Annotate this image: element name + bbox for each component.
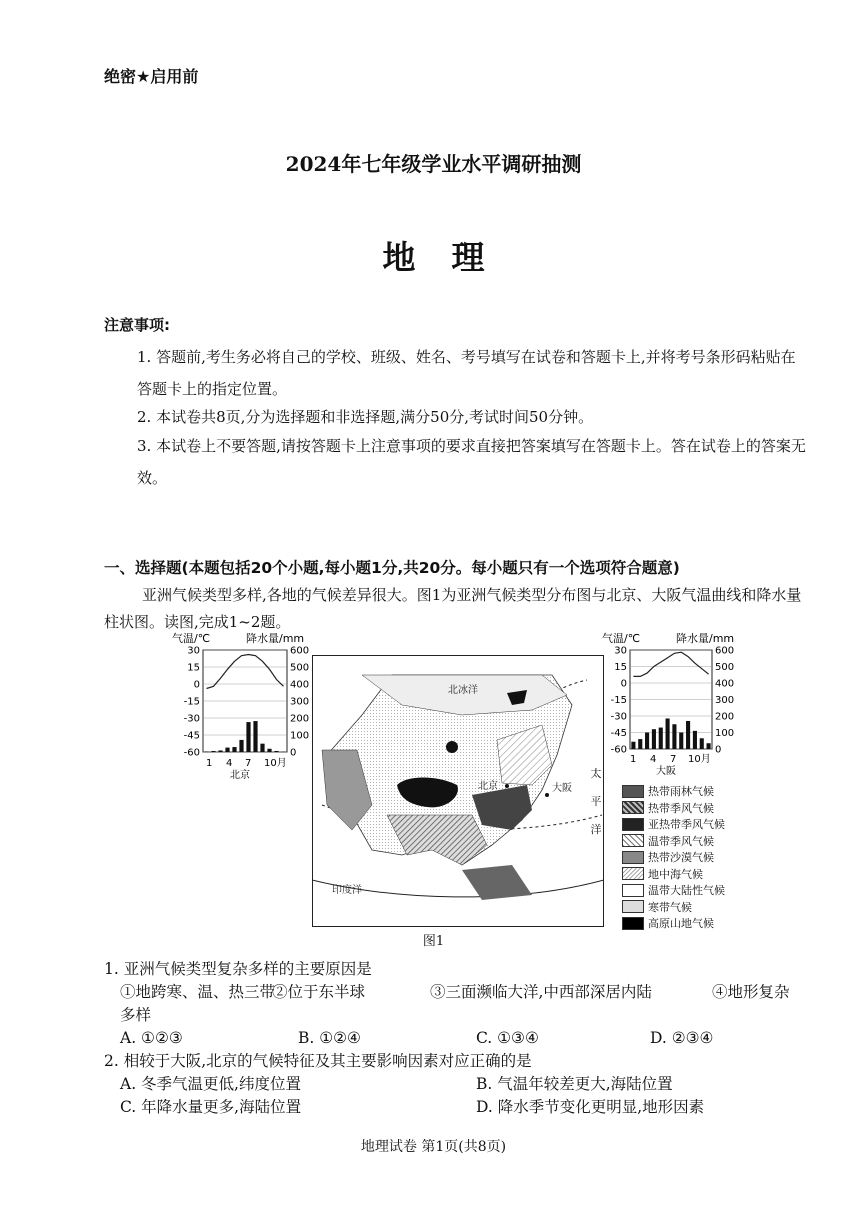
legend-swatch: [622, 801, 644, 814]
legend-item: [622, 899, 725, 916]
precip-bar: [232, 747, 236, 752]
notes-heading: 注意事项:: [104, 316, 170, 334]
month-tick: 1: [206, 758, 213, 769]
temp-tick: -45: [610, 728, 627, 739]
precip-tick: 200: [715, 711, 735, 723]
legend-item: [622, 783, 725, 800]
temp-tick: -45: [183, 730, 200, 742]
precip-bar: [659, 728, 663, 749]
osaka-climate-chart: [600, 628, 770, 778]
temp-tick: -30: [183, 713, 200, 725]
precip-tick: 100: [715, 728, 735, 739]
city-label: 北京: [230, 770, 250, 781]
precip-bar: [260, 744, 264, 752]
temp-tick: 15: [187, 662, 200, 674]
legend-label: 热带沙漠气候: [648, 851, 714, 865]
map-label-indian: 印度洋: [332, 885, 362, 896]
month-tick: 10月: [264, 758, 287, 769]
temp-axis-label: 气温/℃: [602, 632, 641, 645]
precip-tick: 500: [290, 662, 310, 674]
precip-bar: [274, 751, 278, 752]
temp-axis-label: 气温/℃: [172, 632, 211, 645]
temp-tick: -60: [183, 747, 200, 759]
statement-wrap: 多样: [120, 1006, 152, 1024]
legend-label: 地中海气候: [648, 867, 703, 881]
month-tick: 7: [245, 758, 252, 769]
temp-tick: 30: [614, 645, 627, 657]
precip-bar: [700, 738, 704, 749]
note-item: 1. 答题前,考生务必将自己的学校、班级、姓名、考号填写在试卷和答题卡上,并将考号条形码粘贴在答题卡上的指定位置。: [137, 348, 796, 398]
month-tick: 7: [670, 754, 677, 765]
month-tick: 4: [226, 758, 233, 769]
option-c[interactable]: C. 年降水量更多,海陆位置: [120, 1098, 302, 1116]
precip-bar: [631, 742, 635, 749]
statement: ④地形复杂: [712, 983, 790, 1001]
temp-tick: -15: [610, 695, 627, 706]
precip-bar: [267, 749, 271, 752]
page-footer: 地理试卷 第1页(共8页): [360, 1139, 507, 1155]
asia-climate-map: [312, 655, 604, 927]
precip-tick: 0: [290, 747, 297, 759]
month-tick: 10月: [688, 754, 711, 765]
temp-tick: 30: [187, 645, 200, 657]
option-d[interactable]: D. 降水季节变化更明显,地形因素: [476, 1098, 705, 1116]
legend-label: 热带雨林气候: [648, 785, 714, 799]
beijing-climate-chart: [168, 628, 318, 783]
option-b[interactable]: B. 气温年较差更大,海陆位置: [476, 1075, 673, 1093]
legend-item: [622, 866, 725, 883]
legend-swatch: [622, 917, 644, 930]
beijing-marker: [505, 784, 509, 788]
legend-item: [622, 816, 725, 833]
precip-tick: 600: [290, 645, 310, 657]
temp-tick: 0: [620, 678, 627, 690]
statement: ①地跨寒、温、热三带: [120, 983, 276, 1001]
precip-bar: [253, 721, 257, 752]
question-1-stem: 1. 亚洲气候类型复杂多样的主要原因是: [104, 960, 372, 978]
precip-tick: 200: [290, 713, 310, 725]
precip-bar: [204, 751, 208, 752]
precip-bar: [239, 740, 243, 752]
temperature-curve: [633, 652, 708, 676]
confidential-mark: 绝密★启用前: [104, 67, 199, 86]
option-a[interactable]: A. 冬季气温更低,纬度位置: [120, 1075, 301, 1093]
month-tick: 1: [630, 754, 637, 765]
option-d[interactable]: D. ②③④: [650, 1029, 714, 1047]
legend-label: 寒带气候: [648, 900, 692, 914]
precip-bar: [666, 718, 670, 749]
statement: ③三面濒临大洋,中西部深居内陆: [430, 983, 652, 1001]
legend-item: [622, 833, 725, 850]
intro-paragraph: 亚洲气候类型多样,各地的气候差异很大。图1为亚洲气候类型分布图与北京、大阪气温曲线和降水量柱状图。读图,完成1~2题。: [104, 586, 802, 631]
legend-swatch: [622, 785, 644, 798]
map-label-pacific: 太 平 洋: [590, 767, 602, 836]
exam-title: 2024年七年级学业水平调研抽测: [285, 152, 582, 176]
temp-tick: -15: [183, 696, 200, 708]
precip-tick: 500: [715, 662, 735, 673]
precip-axis-label: 降水量/mm: [246, 632, 305, 645]
precip-bar: [679, 733, 683, 750]
section-heading: 一、选择题(本题包括20个小题,每小题1分,共20分。每小题只有一个选项符合题意): [104, 559, 680, 577]
legend-item: [622, 849, 725, 866]
precip-axis-label: 降水量/mm: [676, 632, 735, 645]
temperature-curve: [207, 655, 284, 689]
question-2-stem: 2. 相较于大阪,北京的气候特征及其主要影响因素对应正确的是: [104, 1052, 532, 1070]
precip-bar: [693, 731, 697, 749]
precip-bar: [672, 724, 676, 749]
legend-label: 高原山地气候: [648, 917, 714, 931]
temp-tick: -30: [610, 711, 627, 723]
map-label-osaka: 大阪: [552, 783, 572, 794]
precip-bar: [225, 748, 229, 752]
temp-tick: 0: [193, 679, 200, 691]
legend-swatch: [622, 818, 644, 831]
note-item: 3. 本试卷上不要答题,请按答题卡上注意事项的要求直接把答案填写在答题卡上。答在试卷上的答案无效。: [137, 437, 806, 487]
precip-bar: [652, 729, 656, 749]
option-c[interactable]: C. ①③④: [476, 1029, 539, 1047]
subject-title: 地理: [382, 238, 521, 277]
precip-bar: [645, 733, 649, 750]
precip-bar: [707, 743, 711, 749]
legend-item: [622, 800, 725, 817]
osaka-marker: [545, 793, 549, 797]
precip-tick: 300: [290, 696, 310, 708]
legend-label: 热带季风气候: [648, 801, 714, 815]
map-legend: [622, 783, 725, 932]
precip-tick: 0: [715, 744, 722, 756]
legend-swatch: [622, 851, 644, 864]
legend-swatch: [622, 867, 644, 880]
legend-swatch: [622, 834, 644, 847]
map-label-arctic: 北冰洋: [448, 685, 478, 696]
legend-label: 温带季风气候: [648, 834, 714, 848]
city-label: 大阪: [656, 766, 676, 777]
statement: ②位于东半球: [272, 983, 366, 1001]
temp-tick: 15: [614, 662, 627, 673]
precip-tick: 300: [715, 695, 735, 706]
option-b[interactable]: B. ①②④: [298, 1029, 361, 1047]
map-label-beijing: 北京: [478, 781, 498, 792]
precip-bar: [686, 721, 690, 749]
precip-tick: 600: [715, 645, 735, 657]
legend-label: 温带大陆性气候: [648, 884, 725, 898]
precip-bar: [211, 751, 215, 752]
option-a[interactable]: A. ①②③: [120, 1029, 183, 1047]
figure-caption: 图1: [422, 934, 445, 949]
precip-tick: 400: [290, 679, 310, 691]
precip-bar: [638, 739, 642, 749]
note-item: 2. 本试卷共8页,分为选择题和非选择题,满分50分,考试时间50分钟。: [137, 408, 594, 426]
precip-bar: [246, 722, 250, 752]
plateau-spot: [446, 741, 458, 753]
month-tick: 4: [650, 754, 657, 765]
precip-tick: 100: [290, 730, 310, 742]
precip-bar: [218, 750, 222, 752]
legend-label: 亚热带季风气候: [648, 818, 725, 832]
temp-tick: -60: [610, 744, 627, 756]
legend-item: [622, 882, 725, 899]
precip-tick: 400: [715, 678, 735, 690]
legend-swatch: [622, 900, 644, 913]
legend-swatch: [622, 884, 644, 897]
